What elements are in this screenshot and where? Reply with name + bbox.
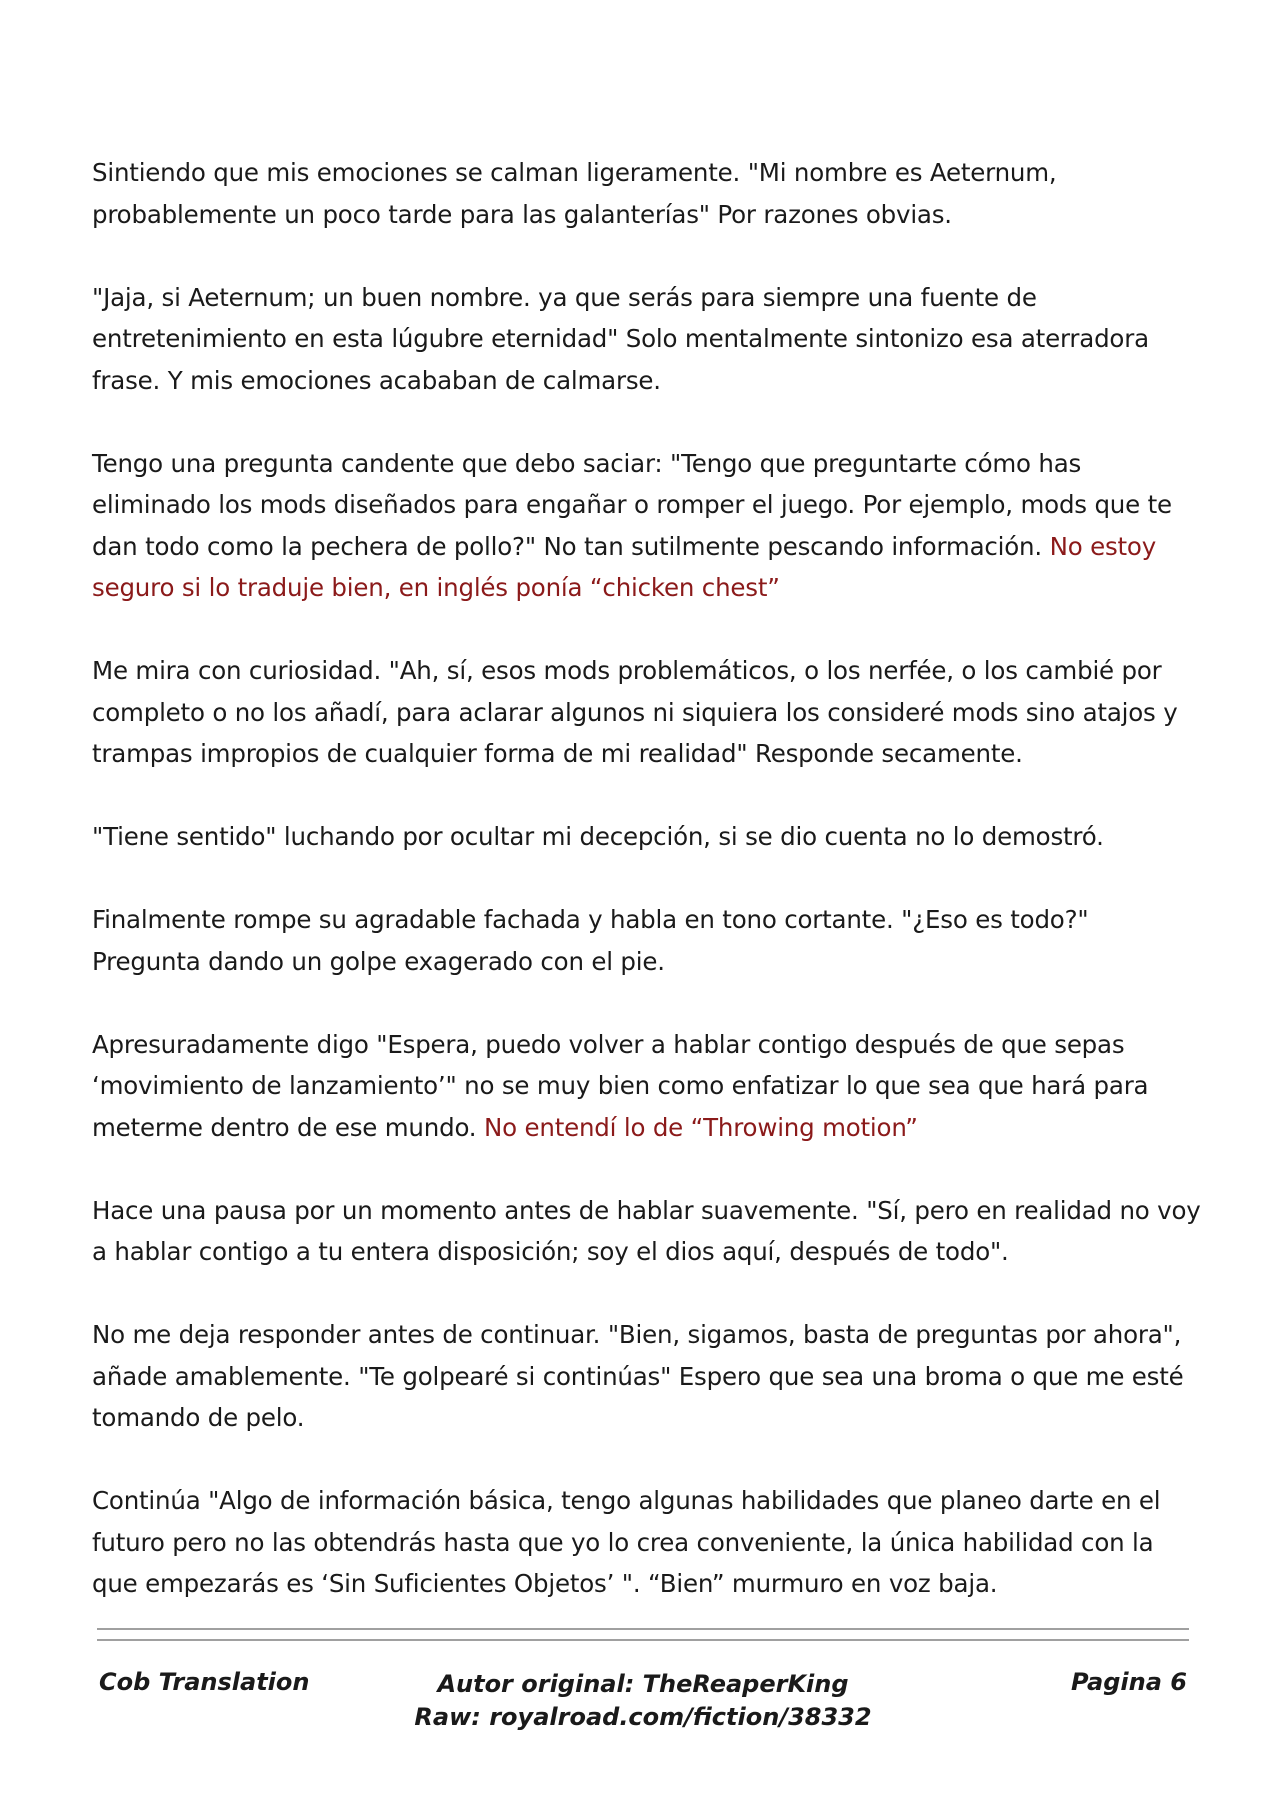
footer-raw-source: Raw: royalroad.com/fiction/38332 [414, 1703, 872, 1731]
footer-page-number: Pagina 6 [1071, 1668, 1187, 1696]
footer-divider-bottom [97, 1639, 1189, 1641]
paragraph-text: Hace una pausa por un momento antes de hablar suavemente. "Sí, pero en realidad no voy a hablar contigo a tu entera disposición; soy el dios aquí, después de todo". [92, 1195, 1201, 1266]
paragraph-text: Apresuradamente digo "Espera, puedo volver a hablar contigo después de que sepas ‘movimiento de lanzamiento’" no se muy bien como enfatizar lo que sea que hará para meterme dentro de ese mundo. [92, 1029, 1149, 1142]
paragraph [92, 277, 1202, 402]
paragraph [92, 1314, 1202, 1439]
paragraph-text: Tengo una pregunta candente que debo saciar: "Tengo que preguntarte cómo has eliminado los mods diseñados para engañar o romper el juego. Por ejemplo, mods que te dan todo como la pechera de pollo?" No tan sutilmente pescando información. [92, 448, 1172, 561]
paragraph [92, 1480, 1202, 1605]
paragraph [92, 1190, 1202, 1273]
footer-divider-top [97, 1628, 1189, 1630]
paragraph-text: Finalmente rompe su agradable fachada y habla en tono cortante. "¿Eso es todo?" Pregunta dando un golpe exagerado con el pie. [92, 905, 1089, 976]
paragraph [92, 899, 1202, 982]
document-body [92, 152, 1202, 1646]
paragraph [92, 443, 1202, 609]
paragraph-text: No me deja responder antes de continuar. "Bien, sigamos, basta de preguntas por ahora", añade amablemente. "Te golpearé si continúas" Espero que sea una broma o que me esté tomando de pelo. [92, 1320, 1184, 1432]
paragraph-text: "Tiene sentido" luchando por ocultar mi decepción, si se dio cuenta no lo demostró. [92, 822, 1104, 851]
paragraph-text: Sintiendo que mis emociones se calman ligeramente. "Mi nombre es Aeternum, probablemente un poco tarde para las galanterías" Por razones obvias. [92, 158, 1057, 229]
footer-author: Autor original: TheReaperKing [437, 1670, 849, 1698]
translator-note: No entendí lo de “Throwing motion” [483, 1112, 918, 1142]
paragraph-text: Continúa "Algo de información básica, tengo algunas habilidades que planeo darte en el futuro pero no las obtendrás hasta que yo lo crea conveniente, la única habilidad con la que empezarás es ‘Sin Suficientes Objetos’ ". “Bien” murmuro en voz baja. [92, 1486, 1161, 1598]
paragraph [92, 650, 1202, 775]
paragraph [92, 152, 1202, 235]
page-footer [97, 1668, 1189, 1748]
translator-note: No estoy seguro si lo traduje bien, en inglés ponía “chicken chest” [92, 531, 1157, 602]
paragraph-text: Me mira con curiosidad. "Ah, sí, esos mods problemáticos, o los nerfée, o los cambié por completo o no los añadí, para aclarar algunos ni siquiera los consideré mods sino atajos y trampas impropios de cualquier forma de mi realidad" Responde secamente. [92, 656, 1178, 768]
paragraph-text: "Jaja, si Aeternum; un buen nombre. ya que serás para siempre una fuente de entretenimiento en esta lúgubre eternidad" Solo mentalmente sintonizo esa aterradora frase. Y mis emociones acababan de calmarse. [92, 282, 1149, 395]
paragraph [92, 816, 1202, 858]
paragraph [92, 1024, 1202, 1149]
footer-translator: Cob Translation [99, 1668, 310, 1696]
